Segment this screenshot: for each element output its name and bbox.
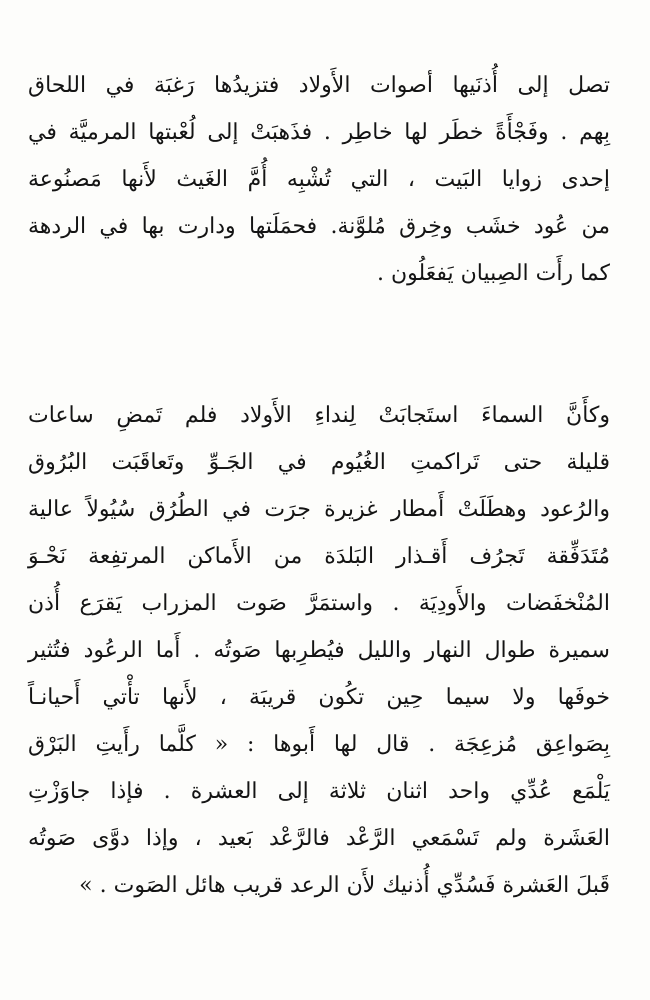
text-line: إحدى زوايا البَيت ، التي تُشْبِه أُمَّ الغَيث لأَنها مَصنُوعة (28, 167, 610, 192)
text-line: العَشَرة ولم تَسْمَعي الرَّعْد فالرَّعْد بَعيد ، وإذا دوَّى صَوتُه (28, 826, 610, 851)
text-line: مُتَدَفِّقة تَجرُف أَقـذار البَلدَة من الأَماكن المرتفِعة نَحْـوَ (28, 544, 610, 569)
text-line: قَبلَ العَشرة فَسُدِّي أُذنيك لأَن الرعد قريب هائل الصَوت . » (79, 873, 610, 898)
text-line: قليلة حتى تَراكمتِ الغُيُوم في الجَـوِّ وتَعاقَبَت البُرُوق (28, 450, 610, 475)
paragraph-2 (28, 392, 610, 909)
text-line: تصل إلى أُذنَيها أصوات الأَولاد فتزيدُها رَغبَة في اللحاق (28, 73, 610, 98)
text-line: من عُود خشَب وخِرق مُلوَّنة. فحمَلَتها ودارت بها في الردهة (28, 214, 610, 239)
text-line: والرُعود وهطَلَتْ أَمطار غزيرة جرَت في الطُرُق سُيُولاً عالية (28, 497, 610, 522)
paragraph-1 (28, 62, 610, 297)
text-line: كما رأَت الصِبيان يَفعَلُون . (376, 261, 610, 286)
text-line: بِصَواعِق مُزعِجَة . قال لها أَبوها : « كلَّما رأَيتِ البَرْق (28, 732, 610, 757)
text-line: يَلْمَع عُدِّي واحد اثنان ثلاثة إلى العشرة . فإذا جاوَزْتِ (28, 779, 610, 804)
text-line: المُنْخفَضات والأَودِيَة . واستمَرَّ صَوت المزراب يَقرَع أُذن (28, 591, 610, 616)
text-line: وكأَنَّ السماءَ استَجابَتْ لِنداءِ الأَولاد فلم تَمضِ ساعات (28, 403, 610, 428)
text-line: خوفَها ولا سيما حِين تكُون قريبَة ، لأَنها تأْتي أَحيانـاً (28, 685, 610, 710)
text-line: سميرة طوال النهار والليل فيُطرِبها صَوتُه . أَما الرعُود فتُثير (28, 638, 610, 663)
text-line: بِهم . وفَجْأَةً خطَر لها خاطِر . فذَهبَتْ إلى لُعْبتها المرميَّة في (28, 120, 610, 145)
